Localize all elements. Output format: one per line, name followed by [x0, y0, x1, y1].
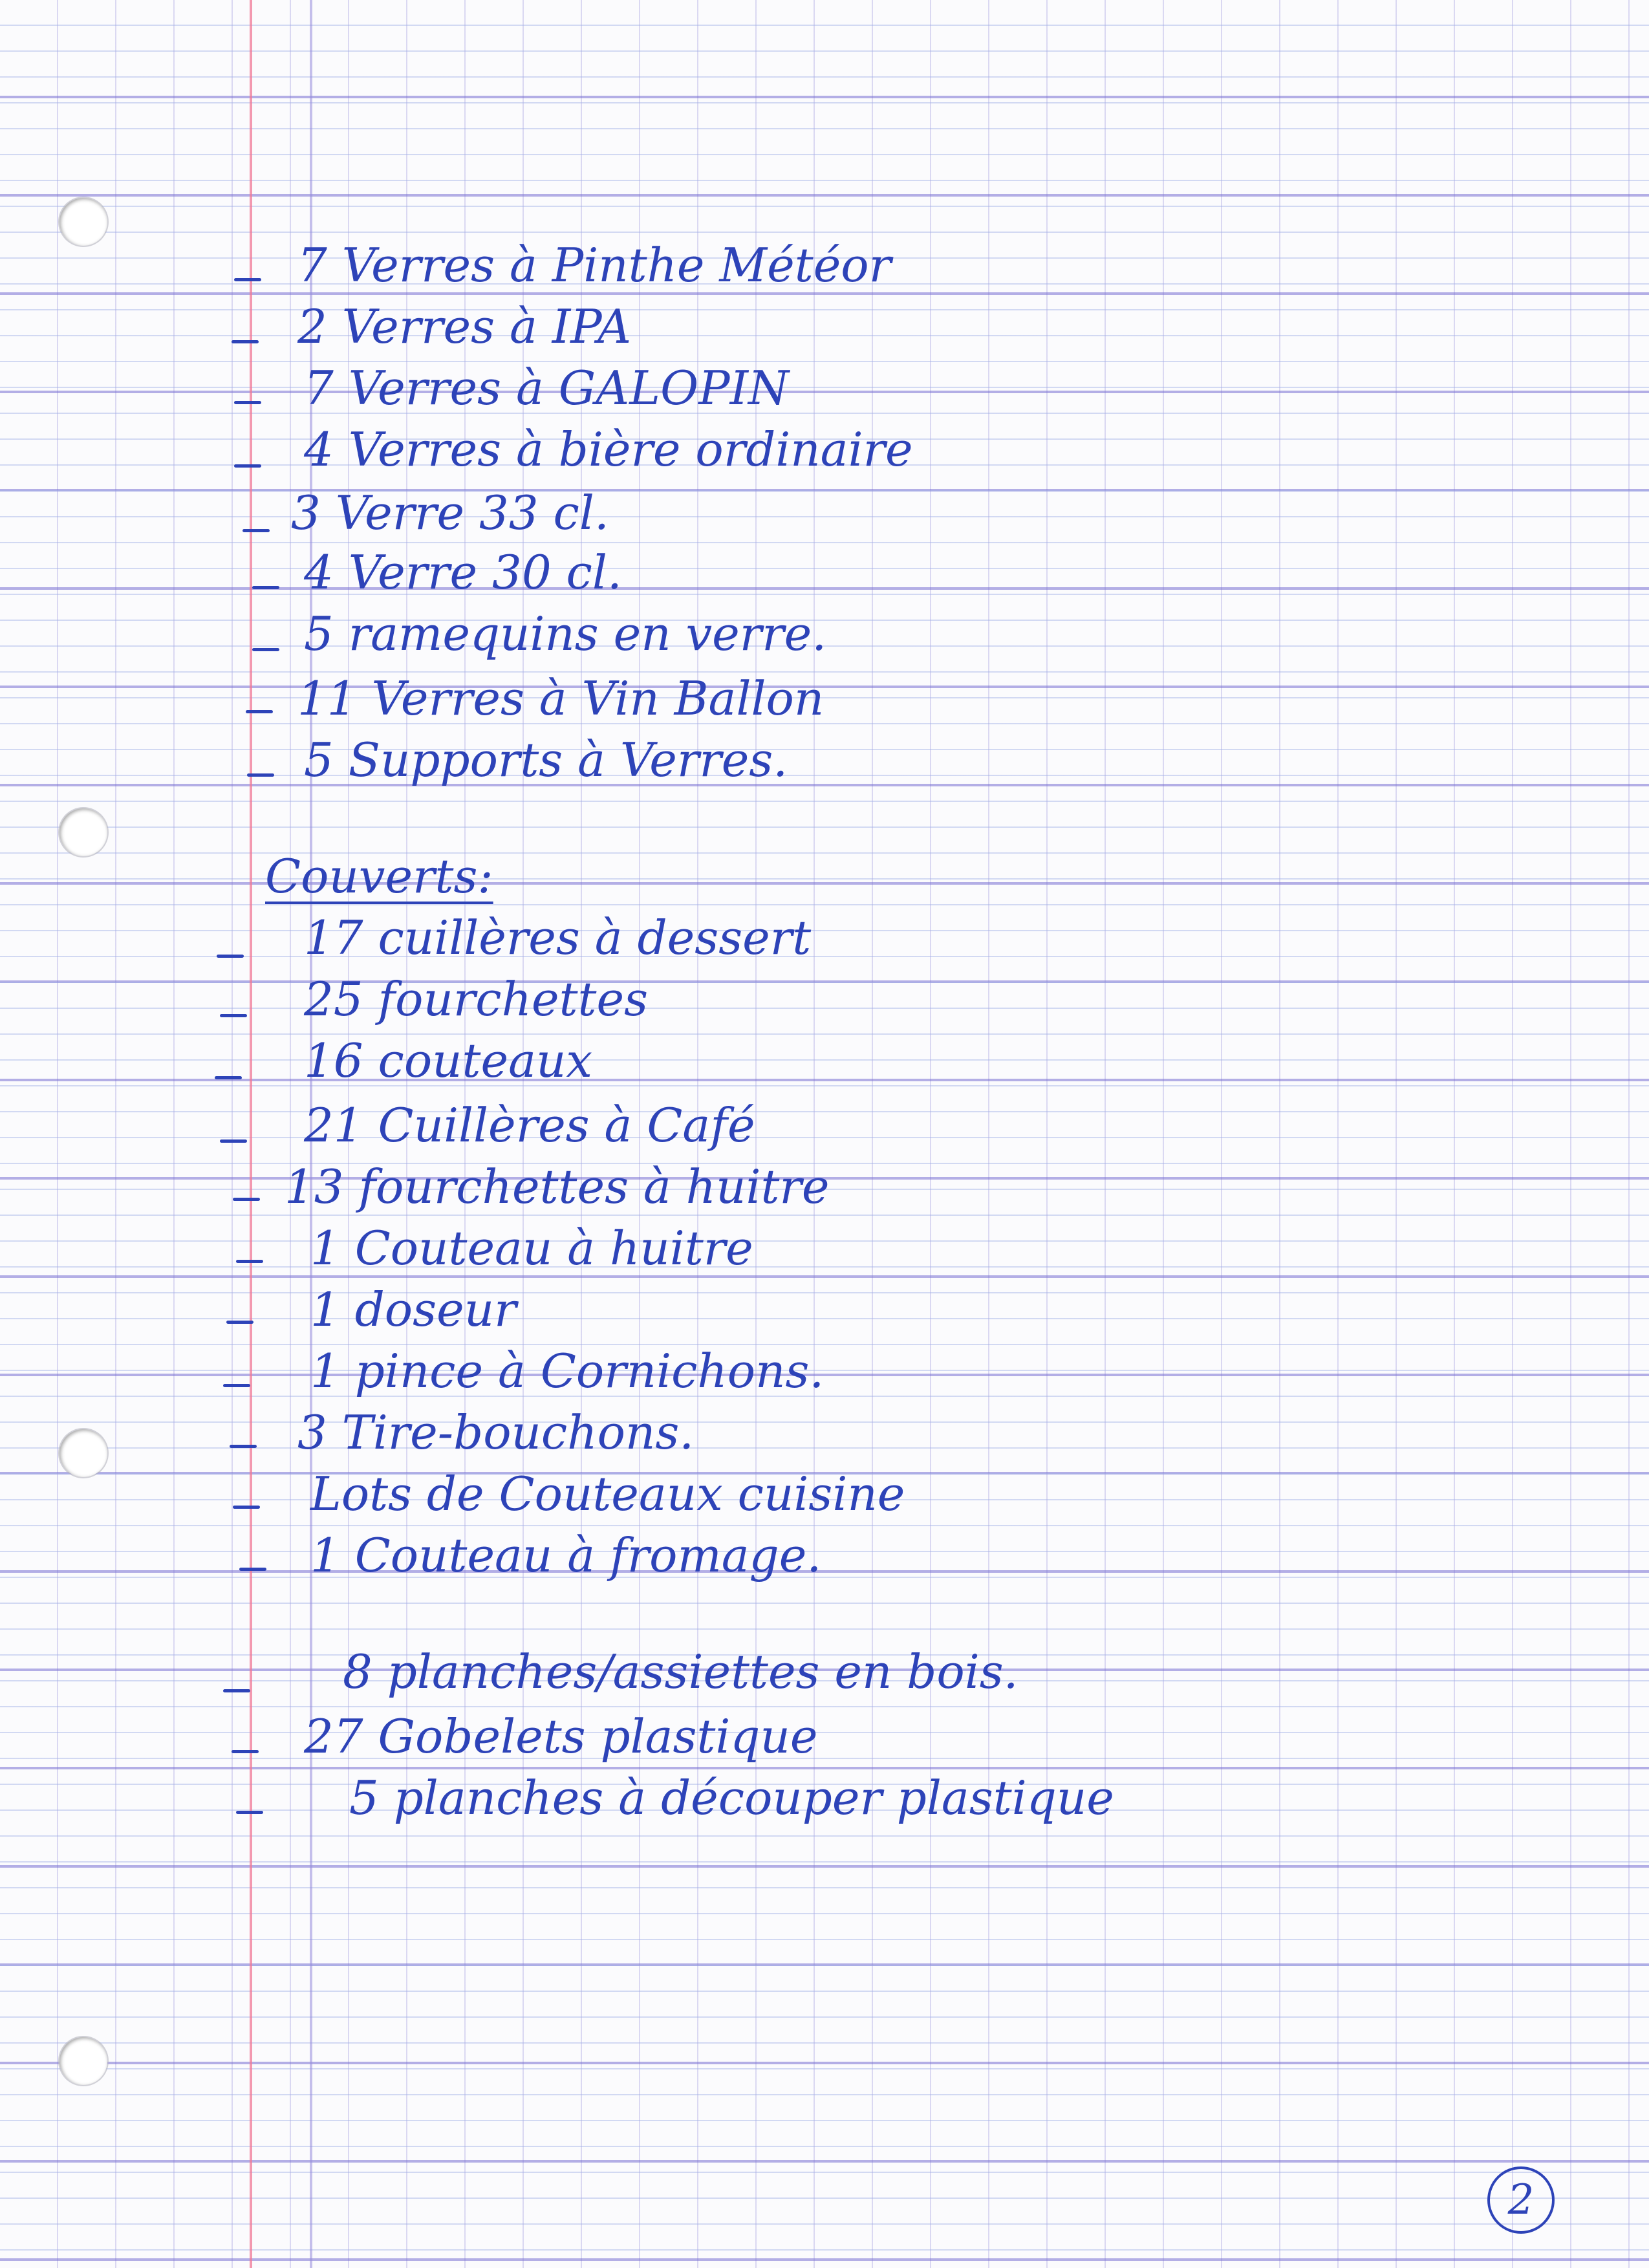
list-item: 13 fourchettes à huitre: [285, 1160, 830, 1214]
list-dash: [233, 1198, 260, 1201]
list-item: 17 cuillères à dessert: [304, 911, 812, 965]
list-item: 1 pince à Cornichons.: [310, 1344, 824, 1398]
list-dash: [223, 1689, 250, 1692]
list-item: 21 Cuillères à Café: [304, 1098, 755, 1152]
list-dash: [215, 1076, 242, 1079]
list-item: 1 Couteau à fromage.: [310, 1528, 822, 1582]
list-item: 1 Couteau à huitre: [310, 1221, 753, 1275]
punch-hole: [59, 1429, 107, 1477]
list-item: 4 Verres à bière ordinaire: [304, 422, 913, 477]
list-dash: [236, 1811, 263, 1814]
list-item: 2 Verres à IPA: [297, 299, 632, 354]
list-dash: [232, 1750, 259, 1753]
page-number: 2: [1487, 2166, 1555, 2234]
punch-hole: [59, 808, 107, 856]
list-dash: [234, 401, 261, 404]
list-dash: [232, 340, 259, 343]
list-dash: [220, 1139, 247, 1143]
list-dash: [226, 1321, 253, 1324]
list-item: 7 Verres à GALOPIN: [304, 361, 790, 415]
list-item: Lots de Couteaux cuisine: [310, 1467, 905, 1521]
list-item: 8 planches/assiettes en bois.: [343, 1645, 1018, 1699]
list-item: 4 Verre 30 cl.: [304, 545, 622, 599]
list-dash: [247, 773, 274, 777]
list-item: 5 ramequins en verre.: [304, 607, 827, 661]
list-item: 25 fourchettes: [304, 972, 649, 1026]
list-item: 5 Supports à Verres.: [304, 733, 788, 787]
punch-hole: [59, 2037, 107, 2085]
list-item: 5 planches à découper plastique: [349, 1771, 1114, 1825]
list-item: 3 Tire-bouchons.: [297, 1405, 695, 1460]
list-item: 1 doseur: [310, 1282, 517, 1337]
list-item: 11 Verres à Vin Ballon: [297, 671, 824, 726]
list-item: 7 Verres à Pinthe Météor: [297, 238, 892, 292]
list-item: 3 Verre 33 cl.: [291, 486, 609, 540]
list-dash: [230, 1445, 257, 1448]
list-item: 27 Gobelets plastique: [304, 1709, 818, 1764]
list-dash: [223, 1384, 250, 1387]
list-dash: [234, 464, 261, 468]
list-dash: [233, 1506, 260, 1509]
list-dash: [239, 1568, 266, 1571]
list-dash: [252, 586, 279, 589]
list-dash: [246, 710, 273, 713]
list-dash: [242, 529, 270, 532]
list-dash: [220, 1014, 247, 1017]
list-dash: [252, 648, 279, 651]
list-dash: [234, 278, 261, 281]
list-item: 16 couteaux: [304, 1033, 592, 1088]
list-dash: [236, 1260, 263, 1263]
list-dash: [217, 955, 244, 958]
punch-hole: [59, 198, 107, 246]
section-heading: Couverts:: [265, 849, 493, 903]
